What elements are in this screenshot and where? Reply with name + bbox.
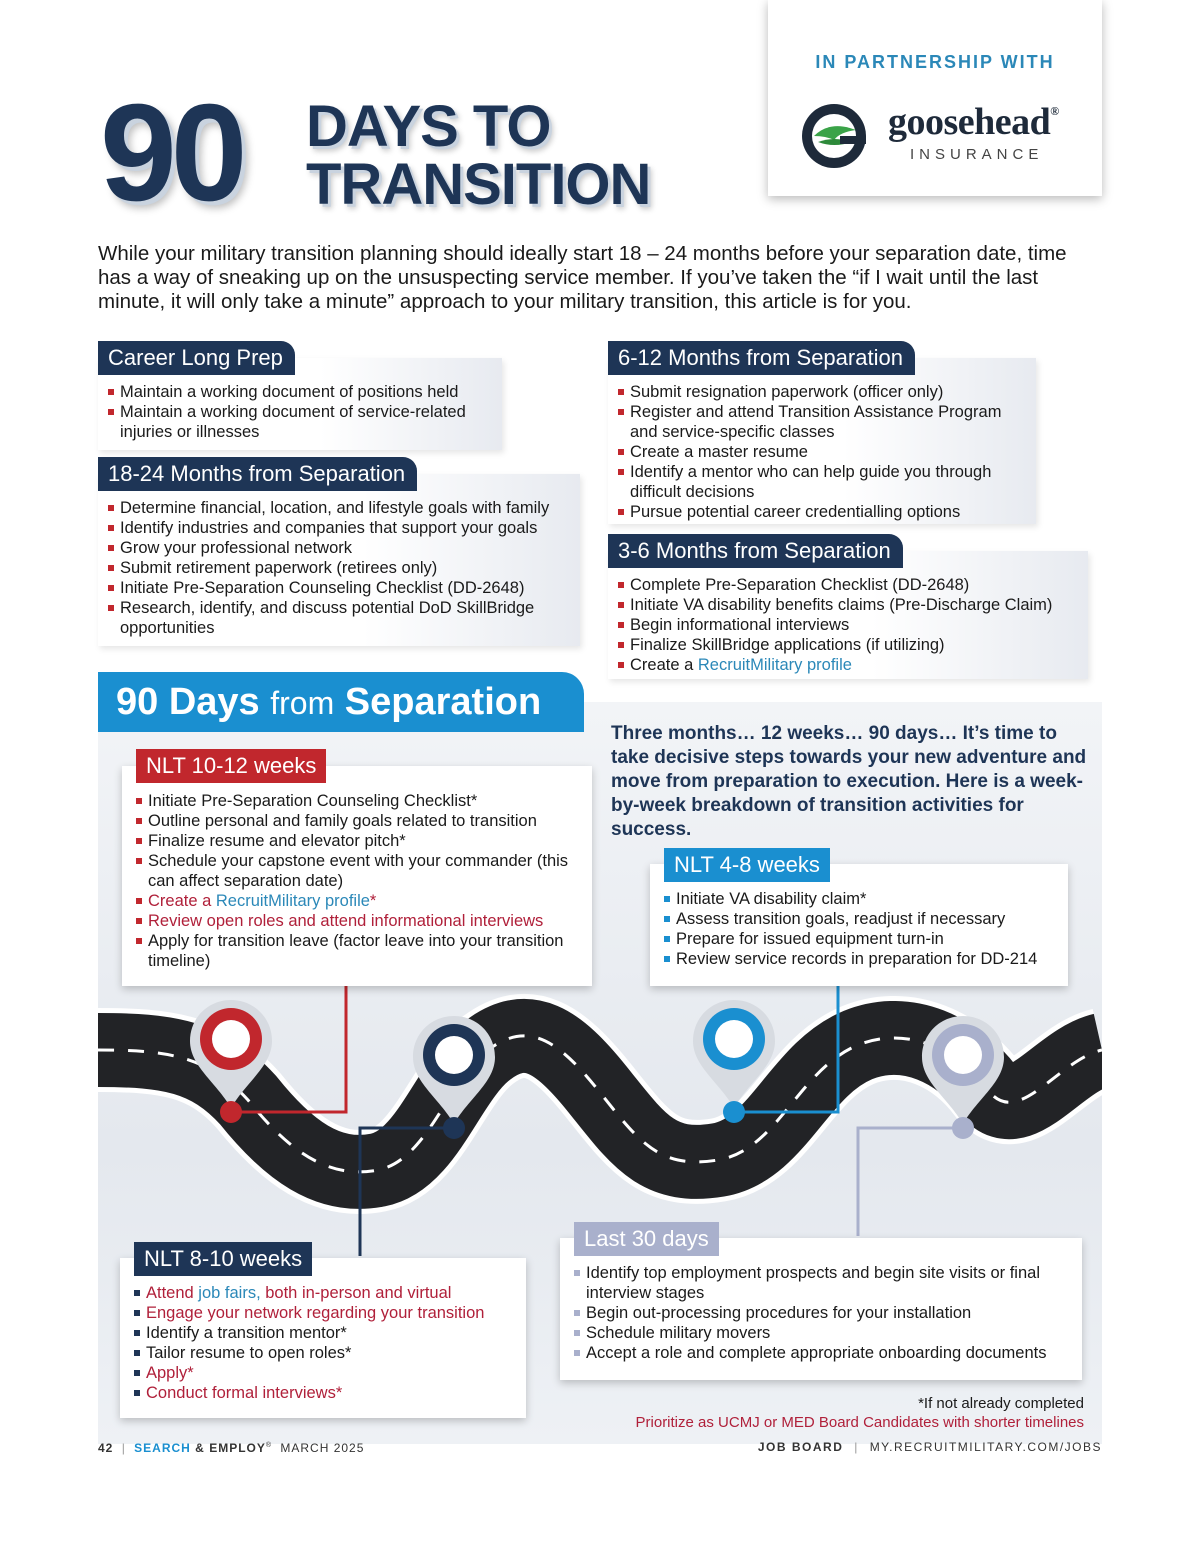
list-item: Submit resignation paperwork (officer only) bbox=[618, 382, 1032, 402]
list-item: Begin out-processing procedures for your installation bbox=[574, 1303, 1078, 1323]
partnership-label: IN PARTNERSHIP WITH bbox=[815, 52, 1055, 72]
list-item: Conduct formal interviews* bbox=[134, 1383, 522, 1403]
issue-date: MARCH 2025 bbox=[280, 1441, 365, 1455]
months-18-24-header: 18-24 Months from Separation bbox=[98, 457, 417, 491]
list-item: Maintain a working document of service-related injuries or illnesses bbox=[108, 402, 498, 442]
nlt-8-10-header: NLT 8-10 weeks bbox=[134, 1242, 312, 1276]
list-item: Tailor resume to open roles* bbox=[134, 1343, 522, 1363]
list-item: Assess transition goals, readjust if necessary bbox=[664, 909, 1064, 929]
career-header: Career Long Prep bbox=[98, 341, 295, 375]
ninety-days-header: 90 Days from Separation bbox=[98, 672, 584, 732]
list-item: Finalize resume and elevator pitch* bbox=[136, 831, 586, 851]
list-item: Schedule your capstone event with your commander (this can affect separation date) bbox=[136, 851, 586, 891]
footnote-line-1: *If not already completed bbox=[918, 1395, 1084, 1412]
list-item: Outline personal and family goals related to transition bbox=[136, 811, 586, 831]
months-3-6-header: 3-6 Months from Separation bbox=[608, 534, 903, 568]
list-item: Grow your professional network bbox=[108, 538, 578, 558]
list-item: Initiate Pre-Separation Counseling Checklist (DD-2648) bbox=[108, 578, 578, 598]
nlt-8-10-list bbox=[134, 1283, 522, 1403]
job-board-label: JOB BOARD bbox=[757, 1440, 844, 1454]
list-item: Complete Pre-Separation Checklist (DD-2648) bbox=[618, 575, 1086, 595]
brand-employ: EMPLOY bbox=[209, 1441, 266, 1455]
nlt-4-8-header: NLT 4-8 weeks bbox=[664, 848, 830, 882]
nlt-10-12-list bbox=[136, 791, 586, 971]
list-item: Engage your network regarding your transition bbox=[134, 1303, 522, 1323]
list-item: Initiate VA disability claim* bbox=[664, 889, 1064, 909]
title-number: 90 bbox=[100, 76, 242, 230]
list-item: Initiate VA disability benefits claims (Pre-Discharge Claim) bbox=[618, 595, 1086, 615]
list-item: Schedule military movers bbox=[574, 1323, 1078, 1343]
list-item: Attend job fairs, both in-person and virtual bbox=[134, 1283, 522, 1303]
list-item: Identify a mentor who can help guide you through difficult decisions bbox=[618, 462, 1032, 502]
list-item: Research, identify, and discuss potential DoD SkillBridge opportunities bbox=[108, 598, 578, 638]
list-item: Finalize SkillBridge applications (if utilizing) bbox=[618, 635, 1086, 655]
list-item: Review open roles and attend informational interviews bbox=[136, 911, 586, 931]
list-item: Begin informational interviews bbox=[618, 615, 1086, 635]
list-item: Maintain a working document of positions held bbox=[108, 382, 498, 402]
intro-paragraph: While your military transition planning should ideally start 18 – 24 months before your separation date, time has a way of sneaking up on the unsuspecting service member. If you’ve taken the “if I wait until the last minute, it will only take a minute” approach to your military transition, this article is for you. bbox=[98, 242, 1067, 313]
recruitmilitary-profile-link[interactable]: RecruitMilitary profile bbox=[697, 656, 852, 674]
partner-logo-sub: INSURANCE bbox=[910, 146, 1044, 163]
list-item: Create a RecruitMilitary profile* bbox=[136, 891, 586, 911]
nlt-4-8-list bbox=[664, 889, 1064, 969]
nlt-10-12-header: NLT 10-12 weeks bbox=[136, 749, 326, 783]
list-item: Prepare for issued equipment turn-in bbox=[664, 929, 1064, 949]
brand-search: SEARCH bbox=[134, 1441, 191, 1455]
recruitmilitary-profile-link[interactable]: RecruitMilitary profile bbox=[215, 892, 370, 910]
list-item: Register and attend Transition Assistance Program and service-specific classes bbox=[618, 402, 1032, 442]
partner-logo-name: goosehead® bbox=[888, 101, 1059, 143]
page-number: 42 bbox=[98, 1441, 114, 1455]
list-item: Identify a transition mentor* bbox=[134, 1323, 522, 1343]
last-30-list bbox=[574, 1263, 1078, 1363]
job-fairs-link[interactable]: job fairs, bbox=[198, 1284, 261, 1302]
title-line-2: TRANSITION bbox=[306, 152, 651, 217]
list-item: Review service records in preparation for DD-214 bbox=[664, 949, 1064, 969]
footnote-line-2: Prioritize as UCMJ or MED Board Candidates with shorter timelines bbox=[635, 1414, 1084, 1431]
list-item: Submit retirement paperwork (retirees only) bbox=[108, 558, 578, 578]
list-item: Apply* bbox=[134, 1363, 522, 1383]
months-6-12-header: 6-12 Months from Separation bbox=[608, 341, 915, 375]
list-item: Create a master resume bbox=[618, 442, 1032, 462]
ninety-days-lead: Three months… 12 weeks… 90 days… It’s time to take decisive steps towards your new adventure and move from preparation to execution. Here is a week-by-week breakdown of transition activities for success. bbox=[611, 723, 1087, 840]
list-item: Create a RecruitMilitary profile bbox=[618, 655, 1086, 675]
title-line-1: DAYS TO bbox=[306, 94, 551, 159]
list-item: Pursue potential career credentialling options bbox=[618, 502, 1032, 522]
footer-left: 42 | SEARCH & EMPLOY® MARCH 2025 bbox=[98, 1441, 365, 1455]
footer-right: JOB BOARD | MY.RECRUITMILITARY.COM/JOBS bbox=[757, 1440, 1102, 1454]
list-item: Apply for transition leave (factor leave into your transition timeline) bbox=[136, 931, 586, 971]
list-item: Determine financial, location, and lifestyle goals with family bbox=[108, 498, 578, 518]
footnote bbox=[636, 1394, 1084, 1432]
job-board-url[interactable]: MY.RECRUITMILITARY.COM/JOBS bbox=[869, 1440, 1102, 1454]
list-item: Accept a role and complete appropriate onboarding documents bbox=[574, 1343, 1078, 1363]
list-item: Identify top employment prospects and begin site visits or final interview stages bbox=[574, 1263, 1078, 1303]
list-item: Identify industries and companies that support your goals bbox=[108, 518, 578, 538]
last-30-header: Last 30 days bbox=[574, 1222, 719, 1256]
list-item: Initiate Pre-Separation Counseling Checklist* bbox=[136, 791, 586, 811]
